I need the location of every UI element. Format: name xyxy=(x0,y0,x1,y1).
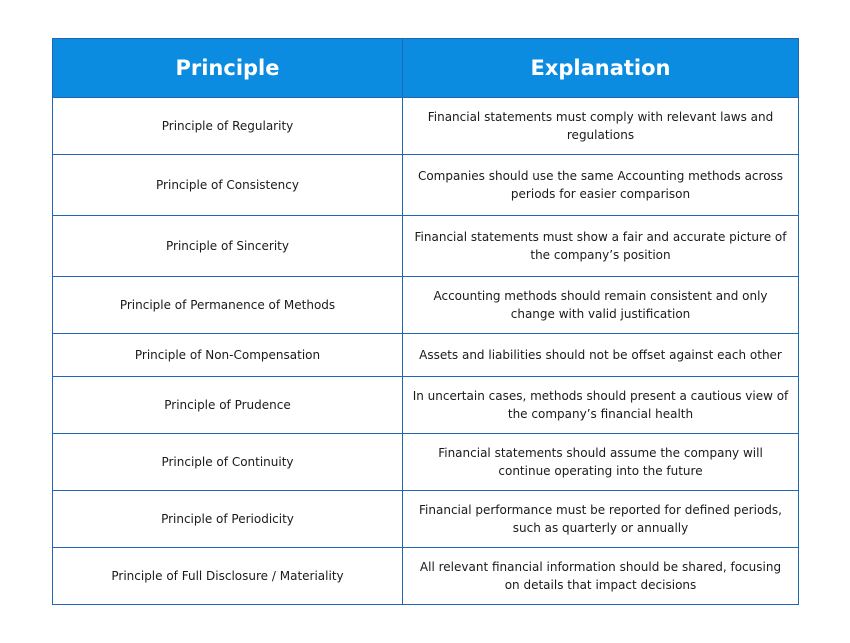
table-row xyxy=(53,277,799,334)
table-row xyxy=(53,98,799,155)
explanation-cell: Accounting methods should remain consistent and only change with valid justification xyxy=(403,277,799,334)
table-header-row xyxy=(53,39,799,98)
explanation-cell: All relevant financial information should be shared, focusing on details that impact decisions xyxy=(403,548,799,605)
principle-cell: Principle of Permanence of Methods xyxy=(53,277,403,334)
table-row xyxy=(53,434,799,491)
principle-cell: Principle of Non-Compensation xyxy=(53,334,403,377)
explanation-cell: In uncertain cases, methods should present a cautious view of the company’s financial health xyxy=(403,377,799,434)
explanation-cell: Financial statements must show a fair and accurate picture of the company’s position xyxy=(403,216,799,277)
table-row xyxy=(53,216,799,277)
explanation-cell: Financial statements should assume the company will continue operating into the future xyxy=(403,434,799,491)
principle-cell: Principle of Regularity xyxy=(53,98,403,155)
table-row xyxy=(53,334,799,377)
principle-cell: Principle of Periodicity xyxy=(53,491,403,548)
column-header-principle: Principle xyxy=(53,39,403,98)
column-header-explanation: Explanation xyxy=(403,39,799,98)
principle-cell: Principle of Sincerity xyxy=(53,216,403,277)
principle-cell: Principle of Continuity xyxy=(53,434,403,491)
table-row xyxy=(53,548,799,605)
table-row xyxy=(53,377,799,434)
table-row xyxy=(53,491,799,548)
principle-cell: Principle of Consistency xyxy=(53,155,403,216)
principles-table xyxy=(52,38,799,605)
principle-cell: Principle of Prudence xyxy=(53,377,403,434)
principle-cell: Principle of Full Disclosure / Materiality xyxy=(53,548,403,605)
explanation-cell: Financial statements must comply with relevant laws and regulations xyxy=(403,98,799,155)
explanation-cell: Companies should use the same Accounting methods across periods for easier comparison xyxy=(403,155,799,216)
table-row xyxy=(53,155,799,216)
explanation-cell: Financial performance must be reported for defined periods, such as quarterly or annually xyxy=(403,491,799,548)
explanation-cell: Assets and liabilities should not be offset against each other xyxy=(403,334,799,377)
